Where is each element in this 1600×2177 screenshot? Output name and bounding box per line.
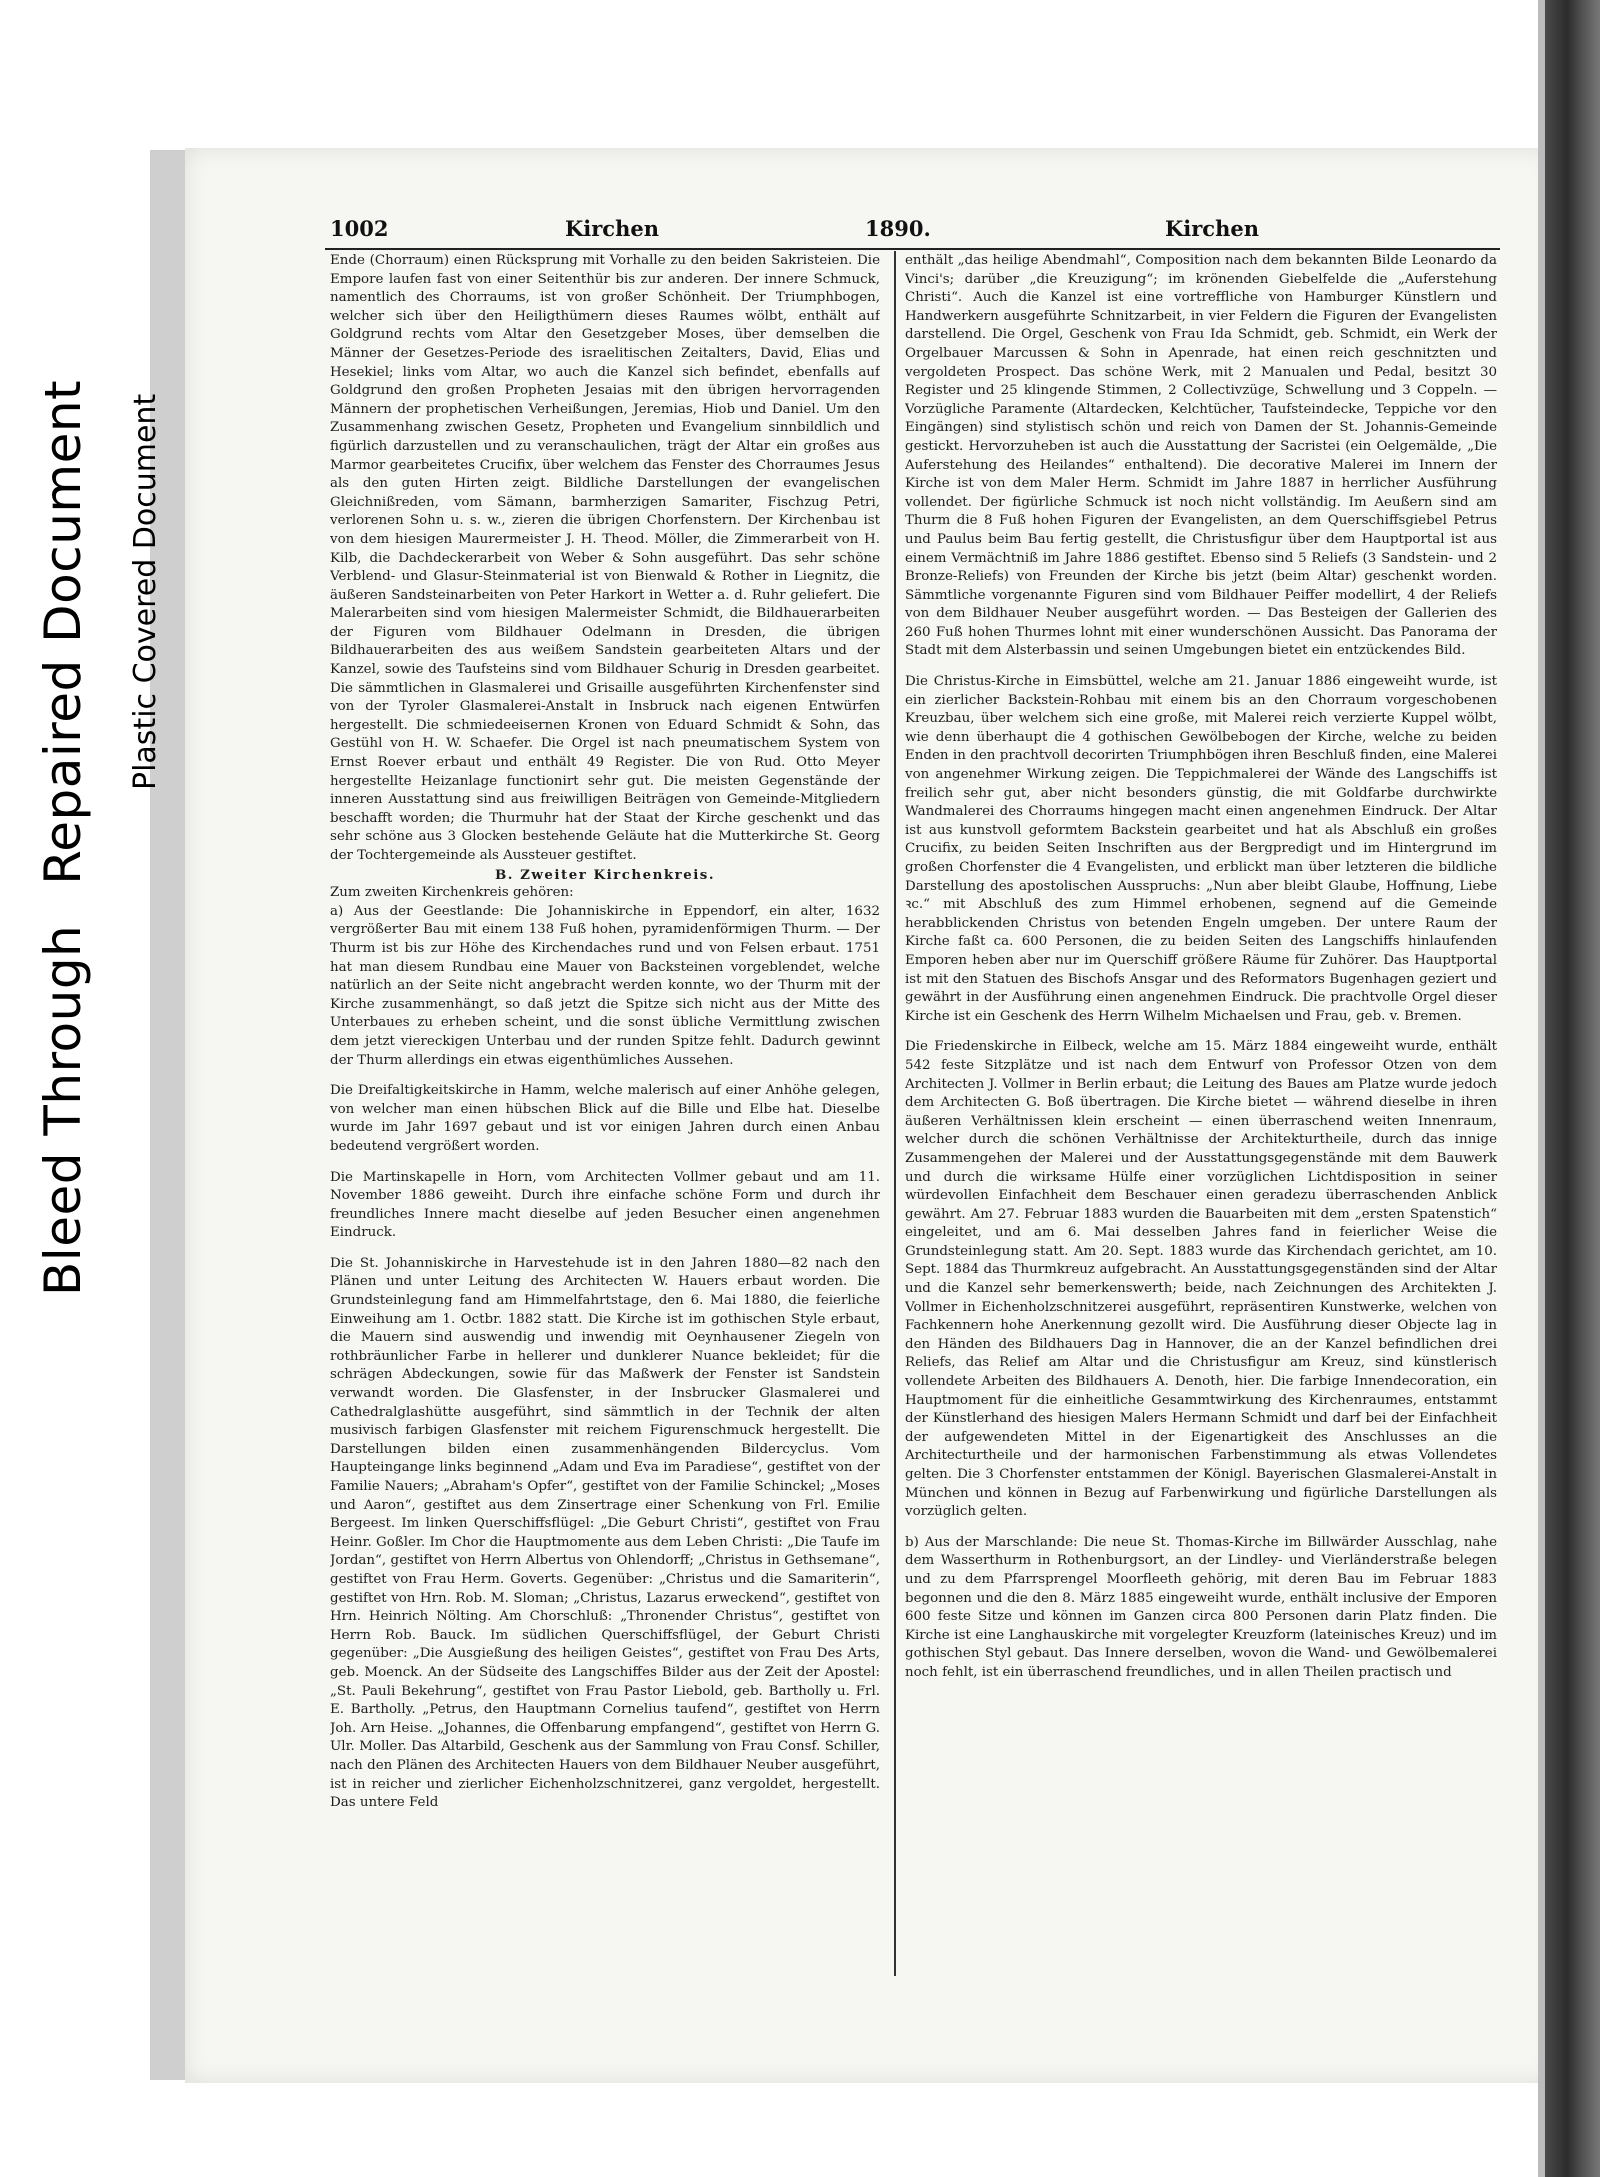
- section-heading: B. Zweiter Kirchenkreis.: [494, 866, 716, 883]
- paragraph: Die St. Johanniskirche in Harvestehude ist in den Jahren 1880—82 nach den Plänen und unter Leitung des Architecten W. Hauers erbaut worden. Die Grundsteinlegung fand am Himmelfahrtstage, den 6. Mai 1880, die feierliche Einweihung am 1. Octbr. 1882 statt. Die Kirche ist im gothischen Style erbaut, die Mauern sind auswendig und inwendig mit Oeynhausener Ziegeln von rothbräunlicher Farbe in hellerer und dunklerer Nuance bekleidet; für die schrägen Abdeckungen, sowie für das Maßwerk der Fenster ist Sandstein verwandt worden. Die Glasfenster, in der Insbrucker Glasmalerei und Cathedralglashütte ausgeführt, sind sämmtlich in der Technik der alten musivisch farbigen Glasfenster mit reichem Figurenschmuck hergestellt. Die Darstellungen bilden einen zusammenhängenden Bildercyclus. Vom Haupteingange links beginnend „Adam und Eva im Paradiese“, gestiftet von der Familie Nauers; „Abraham's Opfer“, gestiftet von der Familie Schinckel; „Moses und Aaron“, gestiftet aus dem Zinsertrage einer Schenkung von Frl. Emilie Bergeest. Im linken Querschiffsflügel: „Die Geburt Christi“, gestiftet von Frau Heinr. Goßler. Im Chor die Hauptmomente aus dem Leben Christi: „Die Taufe im Jordan“, gestiftet von Herrn Albertus von Ohlendorff; „Christus in Gethsemane“, gestiftet von Frau Herm. Goverts. Gegenüber: „Christus und die Samariterin“, gestiftet von Hrn. Rob. M. Sloman; „Christus, Lazarus erweckend“, gestiftet von Hrn. Heinrich Nölting. Am Chorschluß: „Thronender Christus“, gestiftet von Herrn Rob. Bauck. Im südlichen Querschiffsflügel, der Geburt Christi gegenüber: „Die Ausgießung des heiligen Geistes“, gestiftet von Frau Des Arts, geb. Moenck. An der Südseite des Langschiffes Bilder aus der Zeit der Apostel: „St. Pauli Bekehrung“, gestiftet von Frau Pastor Liebold, geb. Bartholly u. Frl. E. Bartholly. „Petrus, den Hauptmann Cornelius taufend“, gestiftet von Herrn Joh. Arn Heise. „Johannes, die Offenbarung empfangend“, gestiftet von Herrn G. Ulr. Moller. Das Altarbild, Geschenk aus der Sammlung von Frau Consf. Schiller, nach den Plänen des Architecten Hauers von dem Bildhauer Neuber ausgeführt, ist in reicher und zierlicher Eichenholzschnitzerei, ganz vergoldet, hergestellt. Das untere Feld: [330, 1255, 880, 1811]
- bleed-through-label: Bleed Through: [34, 924, 92, 1296]
- paragraph: Die Friedenskirche in Eilbeck, welche am 15. März 1884 eingeweiht wurde, enthält 542 feste Sitzplätze und ist nach dem Entwurf von Professor Otzen von dem Architecten J. Vollmer in Berlin erbaut; die Leitung des Baues am Platze wurde jedoch dem Architecten G. Boß übertragen. Die Kirche bietet — während dieselbe in ihren äußeren Verhältnissen klein erscheint — einen überraschend weiten Innenraum, welcher durch die schönen Verhältnisse der Architekturtheile, durch das innige Zusammengehen der Malerei und der Ausstattungsgegenstände mit dem Bauwerk und durch die wirksame Hülfe einer vorzüglichen Lichtdisposition in seiner würdevollen Einfachheit dem Beschauer einen geradezu überraschenden Anblick gewährt. Am 27. Februar 1883 wurden die Bauarbeiten mit dem „ersten Spatenstich“ eingeleitet, und am 6. Mai desselben Jahres fand in feierlicher Weise die Grundsteinlegung statt. Am 20. Sept. 1883 wurde das Kirchendach gerichtet, am 10. Sept. 1884 das Thurmkreuz aufgebracht. An Ausstattungsgegenständen sind der Altar und die Kanzel sehr bemerkenswerth; beide, nach Zeichnungen des Architekten J. Vollmer in Eichenholzschnitzerei ausgeführt, repräsentiren Kunstwerke, welchen von Fachkennern hohe Anerkennung gezollt wird. Die Ausführung dieser Objecte lag in den Händen des Bildhauers Dag in Hannover, die an der Kanzel befindlichen drei Reliefs, das Relief am Altar und die Christusfigur am Kreuz, sind künstlerisch vollendete Arbeiten des Bildhauers A. Denoth, hier. Die farbige Innendecoration, ein Hauptmoment für die einheitliche Gesammtwirkung des Kirchenraumes, entstammt der Künstlerhand des hiesigen Malers Hermann Schmidt und darf bei der Einfachheit der aufgewendeten Mittel in der Eigenartigkeit des Anschlusses an die Architecturtheile und der harmonischen Farbenstimmung als etwas Vollendetes gelten. Die 3 Chorfenster entstammen der Königl. Bayerischen Glasmalerei-Anstalt in München und können in Bezug auf Farbenwirkung und figürliche Darstellungen als vorzüglich gelten.: [905, 1039, 1497, 1520]
- margin-label-main: [34, 380, 92, 1296]
- paragraph: Zum zweiten Kirchenkreis gehören:: [330, 885, 574, 901]
- paragraph: b) Aus der Marschlande: Die neue St. Thomas-Kirche im Billwärder Ausschlag, nahe dem Wasserthurm in Rothenburgsort, an der Lindley- und Vierländerstraße belegen und zu dem Pfarrsprengel Moorfleeth gehörig, mit deren Bau im Februar 1883 begonnen und die den 8. März 1885 eingeweiht wurde, enthält inclusive der Emporen 600 feste Sitze und können im Ganzen circa 800 Personen darin Platz finden. Die Kirche ist eine Langhauskirche mit vorgelegter Kreuzform (lateinisches Kreuz) und im gothischen Styl gebaut. Das Innere derselben, wovon die Wand- und Gewölbemalerei noch fehlt, ist ein überraschend freundliches, und in allen Theilen practisch und: [905, 1534, 1497, 1680]
- repaired-document-label: Repaired Document: [34, 379, 92, 885]
- paragraph: a) Aus der Geestlande: Die Johanniskirche in Eppendorf, ein alter, 1632 vergrößerter Bau mit einem 138 Fuß hohen, pyramidenförmigen Thurm. — Der Thurm ist bis zur Höhe des Kirchendaches rund und von Felsen erbaut. 1751 hat man diesem Rundbau eine Mauer von Backsteinen vorgeblendet, welche natürlich an der Seite nicht angebracht werden konnte, wo der Thurm mit der Kirche zusammenhängt, so daß jetzt die Spitze sich nicht aus der Mitte des Unterbaues zu erheben scheint, und die sonst übliche Vermittlung zwischen dem jetzt viereckigen Unterbau und der runden Spitze fehlt. Dadurch gewinnt der Thurm allerdings ein etwas eigenthümliches Aussehen.: [330, 903, 880, 1068]
- paragraph: Die Christus-Kirche in Eimsbüttel, welche am 21. Januar 1886 eingeweiht wurde, ist ein zierlicher Backstein-Rohbau mit einem bis an den Chorraum vorgeschobenen Kreuzbau, über welchem sich eine große, mit Malerei reich verzierte Kuppel wölbt, wie denn überhaupt die 4 gothischen Gewölbebogen der Kirche, welche zu beiden Enden in den prachtvoll decorirten Triumphbögen ihren Beschluß finden, eine Malerei von angenehmer Wirkung zeigen. Die Teppichmalerei der Wände des Langschiffs ist freilich sehr gut, aber nicht besonders günstig, die mit Goldfarbe durchwirkte Wandmalerei des Chorraums hingegen macht einen angenehmen Eindruck. Der Altar ist aus kunstvoll geformtem Backstein gearbeitet und hat als Abschluß ein großes Crucifix, zu beiden Seiten Inschriften aus der Bergpredigt und im Hintergrund im großen Chorfenster die 4 Evangelisten, und erblickt man über letzteren die bildliche Darstellung des apostolischen Ausspruchs: „Nun aber bleibt Glaube, Hoffnung, Liebe ꝛc.“ mit Abschluß des zum Himmel erhobenen, segnend auf die Gemeinde herabblickenden Christus von betenden Engeln umgeben. Der untere Raum der Kirche faßt ca. 600 Personen, die zu beiden Seiten des Langschiffs hinlaufenden Emporen heben aber nur im Querschiff größere Räume für Zuhörer. Das Hauptportal ist mit den Statuen des Bischofs Ansgar und des Reformators Bugenhagen geziert und gewährt in der Ausführung einen angenehmen Eindruck. Die prachtvolle Orgel dieser Kirche ist ein Geschenk des Herrn Wilhelm Michaelsen und Frau, geb. v. Bremen.: [905, 674, 1497, 1024]
- page-number: 1002: [330, 216, 389, 241]
- header-rule: [325, 248, 1500, 250]
- header-year: 1890.: [865, 216, 931, 241]
- left-column: [330, 252, 880, 1972]
- plastic-covered-label: Plastic Covered Document: [128, 393, 163, 790]
- page-header: [325, 210, 1545, 248]
- running-title-left: Kirchen: [565, 216, 659, 241]
- running-title-right: Kirchen: [1165, 216, 1259, 241]
- binding-edge: [1545, 0, 1600, 2177]
- right-column: [905, 252, 1497, 1972]
- paragraph: Die Dreifaltigkeitskirche in Hamm, welche malerisch auf einer Anhöhe gelegen, von welcher man einen hübschen Blick auf die Bille und Elbe hat. Dieselbe wurde im Jahr 1697 gebaut und ist vor einigen Jahren durch einen Anbau bedeutend vergrößert worden.: [330, 1083, 880, 1154]
- paragraph: Ende (Chorraum) einen Rücksprung mit Vorhalle zu den beiden Sakristeien. Die Empore laufen fast von einer Seitenthür bis zur anderen. Der innere Schmuck, namentlich des Chorraums, ist von großer Schönheit. Der Triumphbogen, welcher sich über den Heiligthümern dieses Raumes wölbt, enthält auf Goldgrund rechts vom Altar den Gesetzgeber Moses, über demselben die Männer der Gesetzes-Periode des israelitischen Zeitalters, David, Elias und Hesekiel; links vom Altar, wo auch die Kanzel sich befindet, ebenfalls auf Goldgrund den großen Propheten Jesaias mit den übrigen hervorragenden Männern der prophetischen Verheißungen, Jeremias, Hiob und Daniel. Um den Zusammenhang zwischen Gesetz, Propheten und Evangelium sinnbildlich und figürlich darzustellen und zu veranschaulichen, trägt der Altar ein großes aus Marmor gearbeitetes Crucifix, über welchem das Fenster des Chorraumes Jesus als den guten Hirten zeigt. Bildliche Darstellungen der evangelischen Gleichnißreden, vom Sämann, barmherzigen Samariter, Fischzug Petri, verlorenen Sohn u. s. w., zieren die übrigen Chorfenstern. Der Kirchenbau ist von dem hiesigen Maurermeister J. H. Theod. Möller, die Zimmerarbeit von H. Kilb, die Dachdeckerarbeit von Weber & Sohn ausgeführt. Das sehr schöne Verblend- und Glasur-Steinmaterial ist von Bienwald & Rother in Liegnitz, die äußeren Sandsteinarbeiten von Peter Harkort in Wetter a. d. Ruhr geliefert. Die Malerarbeiten sind vom hiesigen Malermeister Schmidt, die Bildhauerarbeiten der Figuren vom Bildhauer Odelmann in Dresden, die übrigen Bildhauerarbeiten des aus weißem Sandstein gearbeiteten Altars und der Kanzel, sowie des Taufsteins sind vom Bildhauer Schurig in Dresden gearbeitet. Die sämmtlichen in Glasmalerei und Grisaille ausgeführten Kirchenfenster sind von der Tyroler Glasmalerei-Anstalt in Insbruck nach eigenen Entwürfen hergestellt. Die schmiedeeisernen Kronen von Eduard Schmidt & Sohn, das Gestühl von H. W. Schaefer. Die Orgel ist nach pneumatischem System von Ernst Roever erbaut und enthält 49 Register. Die von Rud. Otto Meyer hergestellte Heizanlage functionirt sehr gut. Die meisten Gegenstände der inneren Ausstattung sind aus freiwilligen Beiträgen von Gemeinde-Mitgliedern beschafft worden; die Thurmuhr hat der Staat der Kirche geschenkt und das sehr schöne aus 3 Glocken bestehende Geläute hat die Mutterkirche St. Georg der Tochtergemeinde als Aussteuer gestiftet.: [330, 253, 880, 863]
- paragraph: enthält „das heilige Abendmahl“, Composition nach dem bekannten Bilde Leonardo da Vinci's; darüber „die Kreuzigung“; im krönenden Giebelfelde die „Auferstehung Christi“. Auch die Kanzel ist eine vortreffliche von Hamburger Künstlern und Handwerkern ausgeführte Schnitzarbeit, in vier Feldern die Figuren der Evangelisten darstellend. Die Orgel, Geschenk von Frau Ida Schmidt, geb. Schmidt, ein Werk der Orgelbauer Marcussen & Sohn in Apenrade, hat einen reich geschnitzten und vergoldeten Prospect. Das schöne Werk, mit 2 Manualen und Pedal, besitzt 30 Register und 25 klingende Stimmen, 2 Collectivzüge, Schwellung und 3 Coppeln. — Vorzügliche Paramente (Altardecken, Kelchtücher, Taufsteindecke, Teppiche vor den Eingängen) sind stylistisch schön und reich von Damen der St. Johannis-Gemeinde gestickt. Hervorzuheben ist auch die Ausstattung der Sacristei (ein Oelgemälde, „Die Auferstehung des Heilandes“ enthaltend). Die decorative Malerei im Innern der Kirche ist von dem Maler Herm. Schmidt im Jahre 1887 in herrlicher Ausführung vollendet. Der figürliche Schmuck ist noch nicht vollständig. Im Aeußern sind am Thurm die 8 Fuß hohen Figuren der Evangelisten, an dem Querschiffsgiebel Petrus und Paulus beim Bau fertig gestellt, die Christusfigur über dem Hauptportal ist aus einem Vermächtniß im Jahre 1886 gestiftet. Ebenso sind 5 Reliefs (3 Sandstein- und 2 Bronze-Reliefs) von Freunden der Kirche bis jetzt (beim Altar) geschenkt worden. Sämmtliche vorgenannte Figuren sind vom Bildhauer Peiffer modellirt, 4 der Reliefs von dem Bildhauer Neuber ausgeführt worden. — Das Besteigen der Gallerien des 260 Fuß hohen Thurmes lohnt mit einer wunderschönen Aussicht. Das Panorama der Stadt mit dem Alsterbassin und seinen Umgebungen bietet ein entzückendes Bild.: [905, 253, 1497, 659]
- column-rule: [894, 251, 896, 1976]
- paragraph: Die Martinskapelle in Horn, vom Architecten Vollmer gebaut und am 11. November 1886 geweiht. Durch ihre einfache schöne Form und durch ihr freundliches Innere macht dieselbe auf jeden Besucher einen angenehmen Eindruck.: [330, 1169, 880, 1241]
